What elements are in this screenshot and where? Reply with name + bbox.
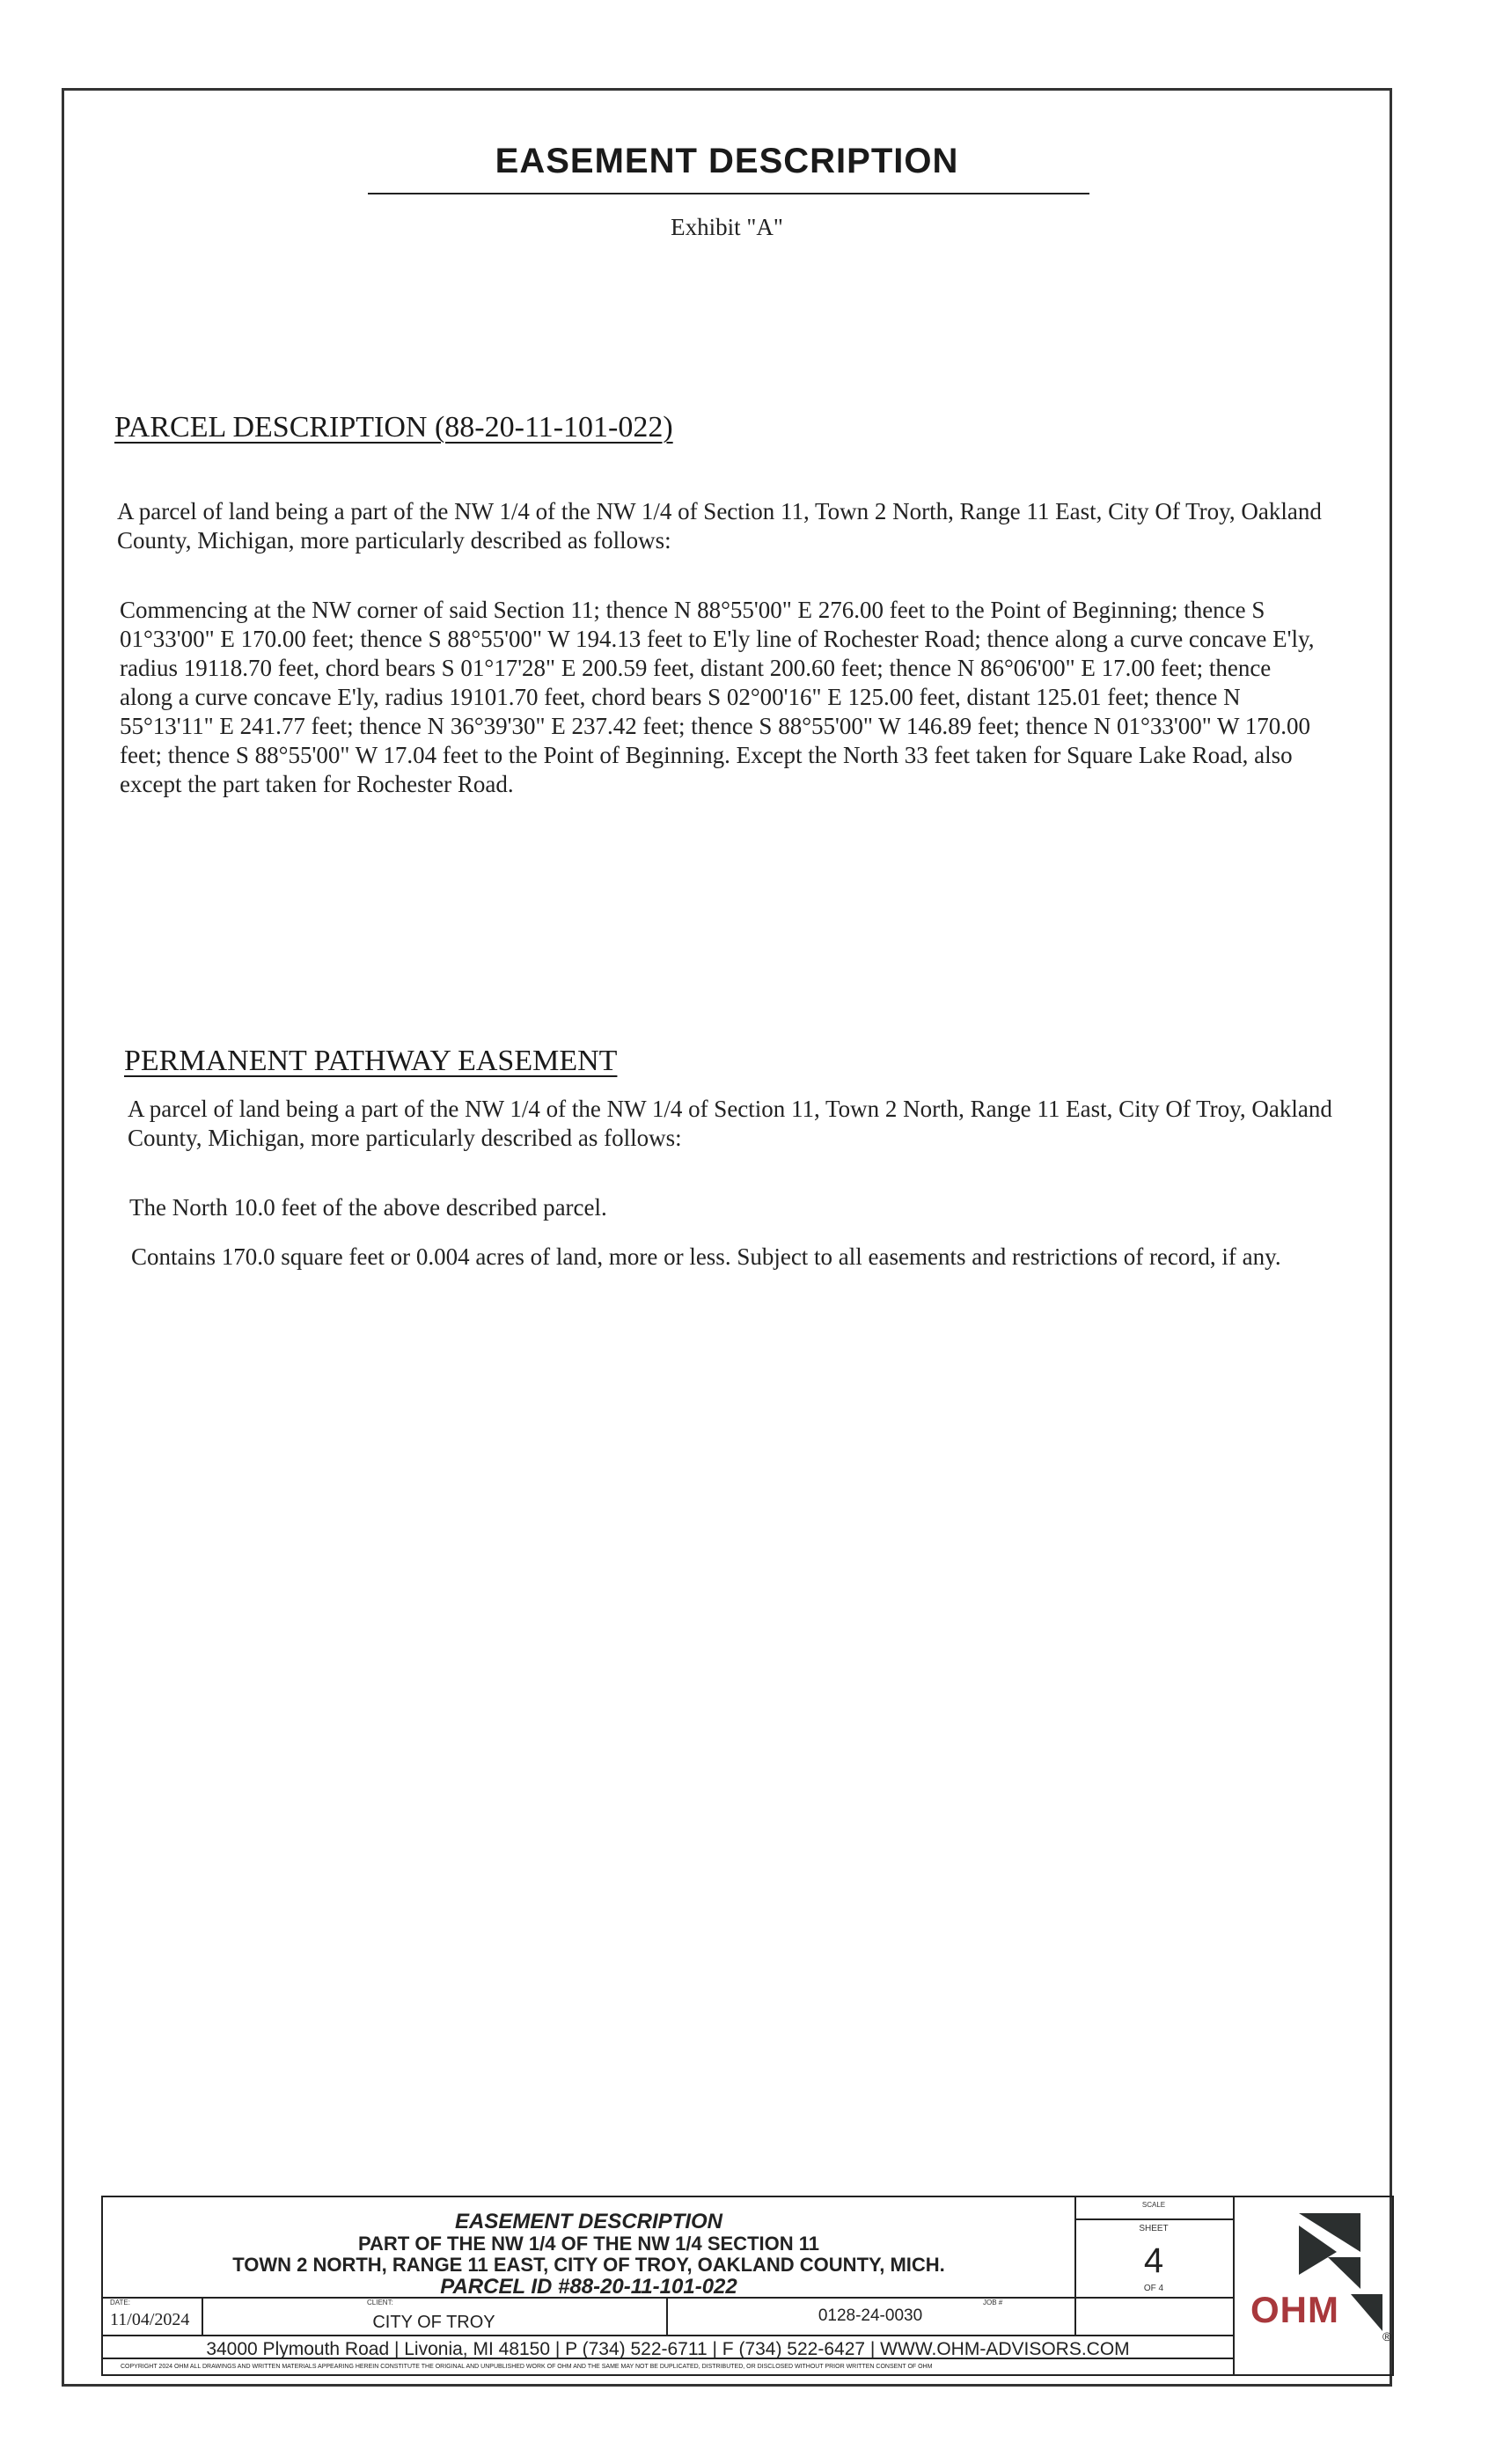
title-underline <box>368 193 1089 194</box>
exhibit-label: Exhibit "A" <box>671 214 783 240</box>
client-value: CITY OF TROY <box>372 2313 495 2332</box>
title-block-line-2: PART OF THE NW 1/4 OF THE NW 1/4 SECTION 11 <box>358 2233 819 2255</box>
logo-triangles-icon <box>1233 2197 1396 2376</box>
sheet-number: 4 <box>1143 2241 1164 2280</box>
parcel-intro-paragraph: A parcel of land being a part of the NW 1/4 of the NW 1/4 of Section 11, Town 2 North, Range 11 East, City Of Troy, Oakland County, Michigan, more particularly described as follows: <box>117 498 1322 554</box>
sheet-of: OF 4 <box>1143 2284 1164 2293</box>
job-value: 0128-24-0030 <box>818 2306 923 2325</box>
client-label: CLIENT: <box>367 2299 393 2306</box>
parcel-description-heading: PARCEL DESCRIPTION (88-20-11-101-022) <box>114 411 673 444</box>
date-value: 11/04/2024 <box>110 2310 190 2329</box>
copyright-notice: COPYRIGHT 2024 OHM ALL DRAWINGS AND WRITTEN MATERIALS APPEARING HEREIN CONSTITUTE THE ORIGINAL AND UNPUBLISHED WORK OF OHM AND THE SAME MAY NOT BE DUPLICATED, DISTRIBUTED, OR DISCLOSED WITHOUT PRIOR WRITTEN CONSENT OF OHM <box>121 2364 933 2370</box>
pathway-contains-paragraph: Contains 170.0 square feet or 0.004 acres of land, more or less. Subject to all easements and restrictions of record, if any. <box>131 1243 1281 1270</box>
sheet-label: SHEET <box>1139 2224 1169 2233</box>
document-sheet <box>62 88 1392 2387</box>
title-block <box>101 2196 1394 2376</box>
page-title: EASEMENT DESCRIPTION <box>495 142 959 180</box>
title-block-title: EASEMENT DESCRIPTION <box>454 2210 723 2233</box>
job-label: JOB # <box>983 2299 1003 2306</box>
title-block-parcel-id: PARCEL ID #88-20-11-101-022 <box>440 2275 737 2299</box>
pathway-intro-paragraph: A parcel of land being a part of the NW 1/4 of the NW 1/4 of Section 11, Town 2 North, Range 11 East, City Of Troy, Oakland County, Michigan, more particularly described as follows: <box>128 1096 1332 1151</box>
scale-label: SCALE <box>1141 2201 1166 2209</box>
pathway-easement-heading: PERMANENT PATHWAY EASEMENT <box>124 1045 618 1077</box>
title-block-line-3: TOWN 2 NORTH, RANGE 11 EAST, CITY OF TROY, OAKLAND COUNTY, MICH. <box>232 2254 945 2276</box>
pathway-north-paragraph: The North 10.0 feet of the above described parcel. <box>129 1194 607 1221</box>
ohm-logo-text: OHM <box>1250 2289 1339 2330</box>
firm-address: 34000 Plymouth Road | Livonia, MI 48150 | P (734) 522-6711 | F (734) 522-6427 | WWW.OHM-ADVISORS.COM <box>206 2339 1130 2359</box>
date-label: DATE: <box>110 2299 130 2306</box>
ohm-logo <box>1233 2197 1396 2376</box>
registered-mark: ® <box>1382 2329 1392 2343</box>
parcel-bearings-paragraph: Commencing at the NW corner of said Section 11; thence N 88°55'00" E 276.00 feet to the Point of Beginning; thence S 01°33'00" E 170.00 feet; thence S 88°55'00" W 194.13 feet to E'ly line of Rochester Road; thence along a curve concave E'ly, radius 19118.70 feet, chord bears S 01°17'28" E 200.59 feet, distant 200.60 feet; thence N 86°06'00" E 17.00 feet; thence along a curve concave E'ly, radius 19101.70 feet, chord bears S 02°00'16" E 125.00 feet, distant 125.01 feet; thence N 55°13'11" E 241.77 feet; thence N 36°39'30" E 237.42 feet; thence S 88°55'00" W 146.89 feet; thence N 01°33'00" W 170.00 feet; thence S 88°55'00" W 17.04 feet to the Point of Beginning. Except the North 33 feet taken for Square Lake Road, also except the part taken for Rochester Road. <box>120 597 1315 797</box>
